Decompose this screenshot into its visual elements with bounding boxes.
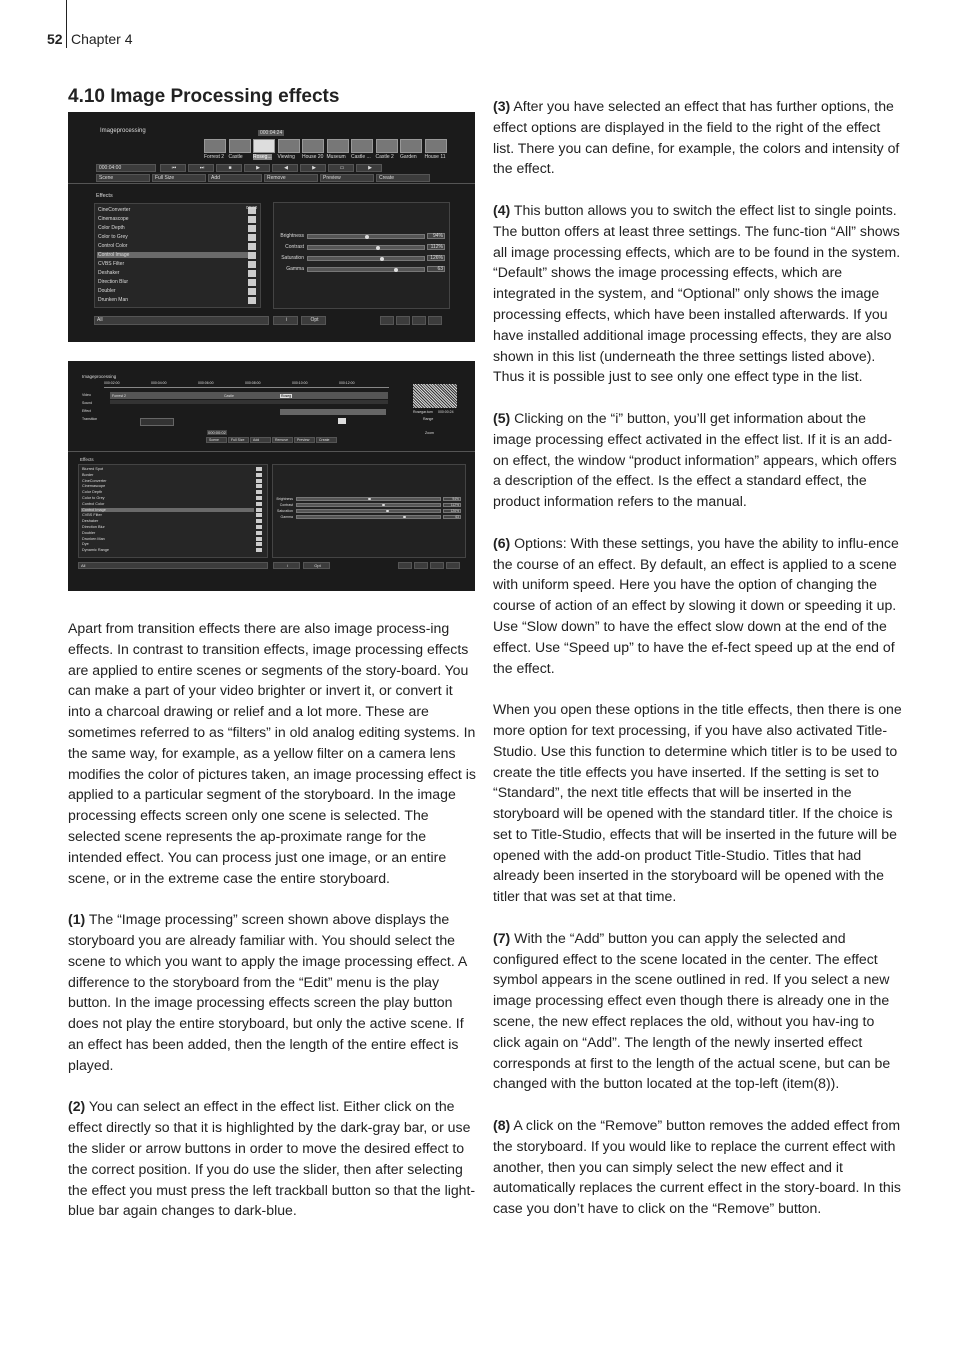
counter: 00:00: [246, 205, 258, 210]
effect-list-item[interactable]: Color to Grey: [82, 496, 105, 500]
effect-icon: [248, 234, 256, 241]
scene-thumbnail[interactable]: [351, 139, 373, 153]
scene-thumbnail[interactable]: [376, 139, 398, 153]
slider-track[interactable]: [296, 497, 441, 501]
effect-icon: [248, 225, 256, 232]
screen-title: Imageprocessing: [100, 128, 146, 134]
scene-thumbnail[interactable]: [327, 139, 349, 153]
nav-button[interactable]: ▭: [328, 164, 354, 172]
effect-list-item[interactable]: Cinemascope: [98, 216, 129, 222]
slider-value: 112%: [443, 503, 461, 507]
divider: [68, 183, 475, 184]
slider-value: 112%: [427, 244, 445, 250]
scene-name: Forrest 2: [204, 154, 225, 160]
scene-time-field[interactable]: 000:04:00: [96, 164, 156, 172]
slider-track[interactable]: [296, 503, 441, 507]
effect-icon: [256, 548, 262, 552]
effect-list-item[interactable]: CineConverter: [82, 478, 107, 483]
paragraph-text: The “Image processing” screen shown above displays the storyboard you are already familiar with. You should select the scene to which you want to apply the image processing effect. A difference to the storyboard from the “Edit” menu is the play button. In the image processing effects screen the play button does not play the entire storyboard, but only the active scene. If an effect has been added, then the length of the entire effect is played.: [68, 911, 467, 1073]
paragraph: [68, 618, 476, 888]
effect-list-item[interactable]: Color Depth: [98, 225, 125, 231]
transition-marker[interactable]: [338, 418, 346, 424]
ruler-tick-label: 000:12:00: [339, 381, 355, 385]
preview-button[interactable]: Preview: [294, 437, 315, 443]
slider-knob[interactable]: [380, 257, 384, 261]
scene-name: Roseg...: [253, 154, 272, 160]
paragraph-text: A click on the “Remove” button removes the added effect from the storyboard. If you would like to replace the current effect with another, then you can simply select the new effect and it automatically replaces the current effect in the story-board. In this case you don’t have to click on the “Remove” button.: [493, 1117, 901, 1217]
scene-thumbnail[interactable]: [425, 139, 447, 153]
paragraph-text: After you have selected an effect that has further options, the effect options are displayed in the field to the right of the effect list. There you can define, for example, the colors and intensity of the effect.: [493, 98, 900, 177]
item-number: (1): [68, 911, 86, 928]
ruler-line: [104, 387, 389, 388]
slider-label: Saturation: [277, 509, 293, 513]
add-button[interactable]: Add: [250, 437, 271, 443]
home-button[interactable]: [428, 316, 442, 325]
effects-heading: Effects: [96, 193, 113, 199]
scene-thumbnail[interactable]: [278, 139, 300, 153]
effect-list-item[interactable]: Deshaker: [82, 519, 99, 524]
effect-list-item[interactable]: Drunken Man: [82, 536, 105, 541]
ruler-tick-label: 000:02:00: [104, 381, 120, 385]
tool-button-1[interactable]: [398, 562, 412, 569]
header-rule: [66, 0, 67, 48]
effect-icon: [256, 467, 262, 471]
left-column: [68, 618, 476, 1242]
slider-track[interactable]: [296, 509, 441, 513]
screen-title: Imageprocessing: [82, 374, 117, 379]
effect-list-item[interactable]: Border: [82, 472, 94, 477]
full-size-button[interactable]: Full Size: [228, 437, 249, 443]
scene-name: Garden: [400, 154, 417, 160]
paragraph: [493, 96, 903, 179]
item-number: (6): [493, 534, 511, 551]
effect-icon: [248, 243, 256, 250]
nav-button[interactable]: ⏭: [188, 164, 214, 172]
effect-list-item[interactable]: CVBS Filter: [82, 513, 102, 518]
track-label: Transition: [82, 417, 98, 421]
info-button[interactable]: i: [273, 562, 300, 569]
paragraph: [68, 1096, 476, 1221]
effects-list[interactable]: [94, 203, 261, 308]
effect-icon: [248, 252, 256, 259]
tool-button-2[interactable]: [414, 562, 428, 569]
transition-block[interactable]: [140, 418, 174, 426]
effect-list-item[interactable]: Direction Blur: [98, 279, 129, 285]
effect-options-panel: [272, 464, 466, 558]
scene-name: House 20: [302, 154, 324, 160]
effect-icon: [248, 288, 256, 295]
options-button[interactable]: Opt: [303, 562, 330, 569]
ruler-tick-label: 000:10:00: [292, 381, 308, 385]
filter-value: All: [97, 317, 103, 323]
paragraph-text: With the “Add” button you can apply the selected and configured effect to the scene located in the center. The effect symbol appears in the scene outlined in red. If you select a new image processing effect even though there is already one in the scene, the new effect replaces the old, without you hav-ing to click again on “Add”. The length of the newly inserted effect corresponds at first to the length of the actual scene, but can be changed with the button located at the top-left (item(8)).: [493, 929, 891, 1092]
effect-icon: [256, 537, 262, 541]
paragraph-text: Clicking on the “i” button, you’ll get information about the image processing effect activated in the effect list. If it is an add-on effect, the window “product information” appears, which offers a description of the effect. Is the effect a standard effect, the product information refers to the manual.: [493, 409, 897, 510]
effects-list[interactable]: [78, 464, 268, 558]
paragraph: [493, 928, 903, 1094]
paragraph: [493, 1115, 903, 1219]
nav-button[interactable]: ⏮: [160, 164, 186, 172]
effect-list-item[interactable]: Control Color: [98, 243, 128, 249]
slider-track[interactable]: [307, 267, 425, 272]
filter-value: All: [81, 563, 86, 568]
slider-value: 63: [443, 515, 461, 519]
effect-icon: [248, 297, 256, 304]
timecode: 000:04:24: [260, 130, 283, 136]
effect-icon: [248, 261, 256, 268]
slider-label: Brightness: [280, 233, 304, 239]
effect-icon: [248, 216, 256, 223]
clip-label: Roseg: [281, 394, 292, 398]
effect-list-item[interactable]: Dye: [82, 542, 89, 547]
ruler-tick-label: 000:06:00: [198, 381, 214, 385]
item-number: (8): [493, 1117, 511, 1134]
add-button[interactable]: Add: [208, 174, 262, 182]
remove-button[interactable]: Remove: [264, 174, 318, 182]
effect-icon: [256, 484, 262, 488]
paragraph-text: This button allows you to switch the effect list to single points. The button offers at least three settings. The func-tion “All” shows all image processing effects, which are to be found in the system. “Default” shows the image processing effects, which are integrated in the system, and “Optional” only shows the image processing effects, which have been installed afterwards. If you have installed additional image processing effects, they are also shown in this list (underneath the three settings listed above). Thus it is possible just to see only one effect type in the list.: [493, 201, 901, 385]
effect-filter-select[interactable]: [78, 562, 268, 569]
slider-label: Contrast: [285, 244, 304, 250]
effects-heading: Effects: [80, 457, 94, 462]
slider-label: Contrast: [279, 503, 293, 507]
effect-list-item[interactable]: Doubler: [98, 288, 116, 294]
right-column: [493, 96, 903, 1240]
effect-icon: [256, 473, 262, 477]
slider-track[interactable]: [296, 515, 441, 519]
slider-track[interactable]: [307, 245, 425, 250]
page-number: 52: [47, 31, 63, 47]
slider-label: Gamma: [286, 266, 304, 272]
slider-track[interactable]: [307, 234, 425, 239]
scene-name: Viewing: [277, 154, 295, 160]
screenshot-image-processing-storyboard: [68, 112, 475, 342]
ruler-tick-label: 000:08:00: [245, 381, 261, 385]
nav-button[interactable]: ▶: [356, 164, 382, 172]
slider-label: Saturation: [281, 255, 304, 261]
effect-icon: [256, 490, 262, 494]
effect-icon: [248, 270, 256, 277]
nav-button[interactable]: ■: [216, 164, 242, 172]
ruler-tick-label: 000:04:00: [151, 381, 167, 385]
effect-icon: [256, 531, 262, 535]
remove-button[interactable]: Remove: [272, 437, 293, 443]
sound-track[interactable]: [110, 400, 388, 404]
scene-thumbnail[interactable]: [229, 139, 251, 153]
chapter-label: Chapter 4: [71, 31, 133, 47]
scene-name: Castle ...: [351, 154, 371, 160]
effect-options-panel: [273, 202, 450, 309]
clip-time: 000:00:24: [438, 410, 454, 414]
item-number: (4): [493, 201, 511, 218]
zoom-label: Zoom: [425, 431, 434, 435]
paragraph: [493, 699, 903, 907]
effect-list-item[interactable]: Color Depth: [82, 490, 103, 495]
slider-value: 63: [427, 266, 445, 272]
effect-track-block[interactable]: [280, 409, 386, 415]
options-button[interactable]: Opt: [301, 316, 326, 325]
slider-knob[interactable]: [365, 235, 369, 239]
nav-button[interactable]: ◀: [272, 164, 298, 172]
divider: [68, 451, 475, 452]
clip-name: Rosegar.tum: [413, 410, 433, 414]
range-timecode: 000:00:02: [208, 430, 226, 435]
effect-list-item[interactable]: CVBS Filter: [98, 261, 125, 267]
preview-button[interactable]: Preview: [320, 174, 374, 182]
tool-button-1[interactable]: [380, 316, 394, 325]
effect-icon: [256, 525, 262, 529]
slider-label: Gamma: [280, 515, 293, 519]
effect-icon: [248, 279, 256, 286]
video-track[interactable]: [110, 392, 388, 399]
paragraph-text: When you open these options in the title effects, then there is one more option for text processing, if you have also activated Title-Studio. Use this function to determine which titler is to be used to create the title effects you have inserted. If the setting is set to “Standard”, the next title effects that will be inserted in the storyboard will be opened with the standard titler. If the choice is set to Title-Studio, effects that will be inserted in the future will be opened with the add-on product Title-Studio. Titles that had already been inserted in the storyboard will be opened with the titler that was set at that time.: [493, 701, 902, 905]
item-number: (3): [493, 98, 511, 114]
effect-list-item[interactable]: Control Image: [97, 252, 248, 258]
slider-knob[interactable]: [376, 246, 380, 250]
paragraph: [68, 909, 476, 1075]
paragraph: [493, 408, 903, 512]
item-number: (5): [493, 409, 511, 426]
range-label: Range: [423, 417, 434, 421]
slider-value: 126%: [427, 255, 445, 261]
slider-knob[interactable]: [394, 268, 398, 272]
item-number: (7): [493, 929, 511, 946]
scene-thumbnail[interactable]: [204, 139, 226, 153]
effect-list-item[interactable]: Dynamic Range: [82, 548, 110, 553]
scene-thumbnail[interactable]: [400, 139, 422, 153]
effect-list-item[interactable]: CineConverter: [98, 207, 131, 213]
effect-list-item[interactable]: Cinemascope: [82, 484, 106, 489]
help-button[interactable]: [412, 316, 426, 325]
section-title: 4.10 Image Processing effects: [68, 86, 340, 107]
effect-list-item[interactable]: Control Image: [81, 508, 254, 512]
scene-thumbnail[interactable]: [253, 139, 275, 153]
full-size-button[interactable]: Full Size: [152, 174, 206, 182]
preview-image: [413, 384, 457, 408]
create-button[interactable]: Create: [376, 174, 430, 182]
slider-value: 94%: [443, 497, 461, 501]
scene-name: Museum: [326, 154, 346, 160]
effect-list-item[interactable]: Control Color: [82, 501, 105, 506]
home-button[interactable]: [446, 562, 460, 569]
create-button[interactable]: Create: [316, 437, 337, 443]
info-button[interactable]: i: [273, 316, 298, 325]
paragraph: [493, 533, 903, 679]
effect-list-item[interactable]: Direction Blur: [82, 525, 105, 529]
track-label: Sound: [82, 401, 93, 405]
help-button[interactable]: [430, 562, 444, 569]
tool-button-2[interactable]: [396, 316, 410, 325]
slider-knob[interactable]: [382, 504, 385, 506]
slider-knob[interactable]: [386, 510, 389, 512]
paragraph: [493, 200, 903, 387]
paragraph-text: Apart from transition effects there are also image process-ing effects. In contrast to transition effects, image processing effects are applied to entire scenes or segments of the story-board. You can make a part of your video brighter or invert it, or convert it into a charcoal drawing or relief and a lot more. These are sometimes referred to as “filters” in old analog editing systems. In the same way, for example, as a yellow filter on a camera lens modifies the color of pictures taken, an image processing effect is applied to a particular segment of the storyboard. In the image processing effects screen only one scene is selected. The selected scene represents the ap-proximate range for the intended effect. You can process just one image, or an entire scene, or in the extreme case the entire storyboard.: [68, 620, 476, 886]
scene-name: Castle 2: [375, 154, 394, 160]
nav-button[interactable]: ▶: [300, 164, 326, 172]
slider-track[interactable]: [307, 256, 425, 261]
nav-button[interactable]: ▶: [244, 164, 270, 172]
paragraph-text: Options: With these settings, you have the ability to influ-ence the course of an effect. By default, an effect is applied to a scene with uniform speed. Here you have the option of changing the course of action of an effect by slowing it down or speeding it up. Use “Slow down” to have the effect slow down at the end of the effect. Use “Speed up” to have the ef-fect speed up at the end of the effect.: [493, 534, 899, 676]
effect-list-item[interactable]: Drunken Man: [98, 297, 129, 303]
item-number: (2): [68, 1098, 86, 1115]
effect-icon: [256, 542, 262, 546]
effect-list-item[interactable]: Doubler: [82, 530, 96, 535]
slider-value: 94%: [427, 233, 445, 239]
track-label: Video: [82, 393, 91, 397]
clip-label: Castle: [224, 394, 234, 398]
effect-icon: [256, 479, 262, 483]
clip-label: Forrest 2: [112, 394, 127, 398]
effect-list-item[interactable]: Blurred Spot: [82, 467, 104, 471]
scene-name: House 11: [424, 154, 446, 160]
effect-icon: [256, 519, 262, 523]
slider-knob[interactable]: [403, 516, 406, 518]
scene-button[interactable]: Scene: [206, 437, 227, 443]
scene-thumbnail[interactable]: [302, 139, 324, 153]
track-label: Effect: [82, 409, 91, 413]
paragraph-text: You can select an effect in the effect list. Either click on the effect directly so that it is highlighted by the dark-gray bar, or use the slider or arrow buttons in order to move the desired effect to the correct position. If you do use the slider, then after selecting the effect you must press the left trackball button so that the light-blue bar again changes to dark-blue.: [68, 1098, 476, 1219]
slider-knob[interactable]: [368, 498, 371, 500]
effect-list-item[interactable]: Color to Grey: [98, 234, 128, 240]
effect-filter-select[interactable]: [94, 316, 269, 325]
scene-name: Castle: [228, 154, 243, 160]
effect-list-item[interactable]: Deshaker: [98, 270, 120, 276]
slider-value: 126%: [443, 509, 461, 513]
scene-button[interactable]: Scene: [96, 174, 150, 182]
slider-label: Brightness: [276, 497, 293, 501]
screenshot-image-processing-timeline: [68, 361, 475, 591]
